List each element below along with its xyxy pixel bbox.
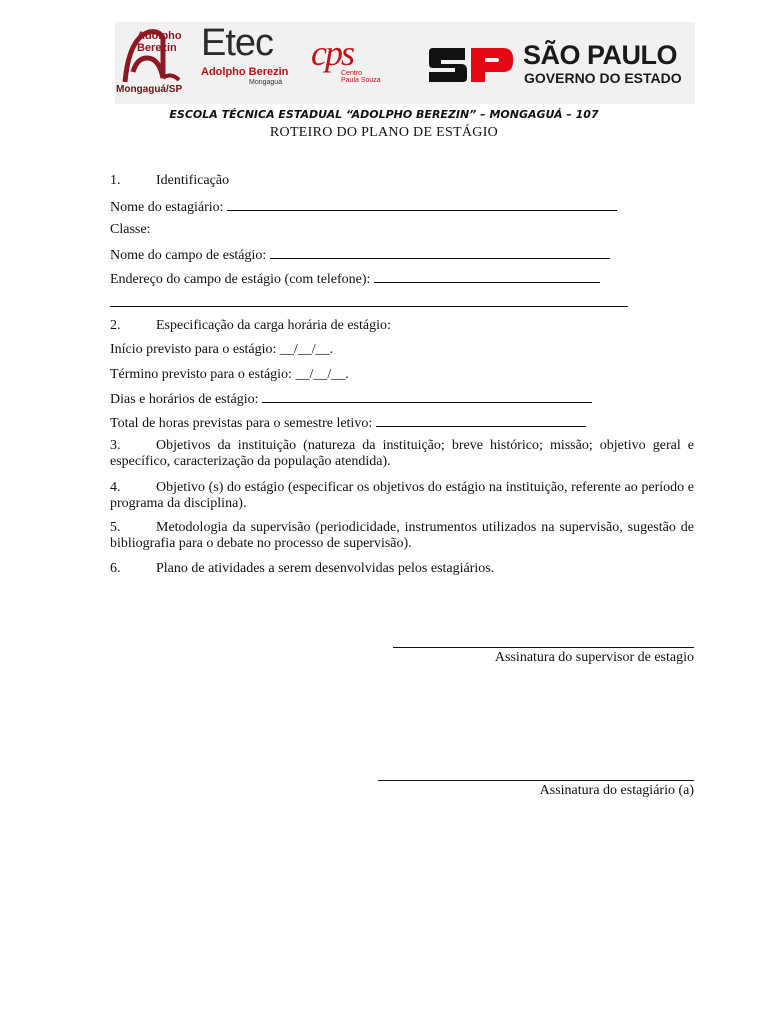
field-termino-label: Término previsto para o estágio: xyxy=(110,367,292,382)
adolpho-berezin-logo xyxy=(115,26,197,102)
etec-logo-name: Adolpho Berezin xyxy=(201,66,289,78)
cps-logo-line1: Centro xyxy=(341,70,363,77)
field-nome-campo xyxy=(110,246,610,264)
section-6-text: Plano de atividades a serem desenvolvidas pelos estagiários. xyxy=(156,561,495,576)
cps-logo-line2: Paula Souza xyxy=(341,77,381,84)
adolpho-logo-city: Mongaguá/SP xyxy=(116,84,183,95)
field-nome-estagiario-blank[interactable] xyxy=(227,198,617,211)
sao-paulo-government-logo xyxy=(427,42,689,86)
document-title: ROTEIRO DO PLANO DE ESTÁGIO xyxy=(269,125,499,140)
section-4-number: 4. xyxy=(110,480,121,495)
etec-logo xyxy=(201,22,301,100)
field-classe-label: Classe: xyxy=(110,222,151,237)
section-1-number: 1. xyxy=(110,173,121,188)
field-dias-blank[interactable] xyxy=(262,390,592,403)
header-logo-bar xyxy=(115,22,695,104)
field-classe xyxy=(110,222,150,238)
estagiario-signature-label: Assinatura do estagiário (a) xyxy=(539,783,694,798)
section-2-number: 2. xyxy=(110,318,121,333)
section-5 xyxy=(110,520,694,552)
section-5-text: Metodologia da supervisão (periodicidade, instrumentos utilizados na supervisão, sugestão de bibliografia para o debate no processo de supervisão). xyxy=(110,520,694,551)
cps-logo-word: cps xyxy=(311,33,353,73)
section-6-number: 6. xyxy=(110,561,121,576)
cps-logo-caption xyxy=(341,70,381,84)
etec-logo-city: Mongaguá xyxy=(249,79,283,86)
field-inicio-date[interactable]: __/__/__. xyxy=(279,342,334,357)
sp-logo-title: SÃO PAULO xyxy=(523,40,678,70)
adolpho-logo-line2: Berezin xyxy=(137,42,177,54)
section-3-text: Objetivos da instituição (natureza da instituição; breve histórico; missão; objetivo geral e específico, caracterização da população atendida). xyxy=(110,438,694,469)
adolpho-logo-line1: Adolpho xyxy=(137,30,182,42)
field-nome-estagiario xyxy=(110,198,617,216)
field-total xyxy=(110,414,586,432)
field-nome-estagiario-label: Nome do estagiário: xyxy=(110,200,224,215)
field-endereco-continuation xyxy=(110,294,628,312)
field-endereco xyxy=(110,270,600,288)
field-inicio xyxy=(110,342,333,358)
section-1-title: Identificação xyxy=(156,173,230,188)
section-5-number: 5. xyxy=(110,520,121,535)
field-endereco-label: Endereço do campo de estágio (com telefone): xyxy=(110,272,371,287)
sp-logo-subtitle: GOVERNO DO ESTADO xyxy=(524,70,682,86)
etec-logo-word: Etec xyxy=(201,22,274,64)
school-name: ESCOLA TÉCNICA ESTADUAL “ADOLPHO BEREZIN” – MONGAGUÁ – 107 xyxy=(169,108,599,121)
field-termino-date[interactable]: __/__/__. xyxy=(295,367,349,382)
field-endereco-blank-2[interactable] xyxy=(110,294,628,307)
section-2-title: Especificação da carga horária de estágio: xyxy=(156,318,391,333)
field-termino xyxy=(110,367,349,383)
estagiario-signature-line[interactable] xyxy=(378,780,694,781)
section-4-text: Objetivo (s) do estágio (especificar os objetivos do estágio na instituição, referente ao período e programa da disciplina). xyxy=(110,480,694,511)
field-nome-campo-label: Nome do campo de estágio: xyxy=(110,248,267,263)
field-total-label: Total de horas previstas para o semestre letivo: xyxy=(110,416,373,431)
cps-logo xyxy=(311,33,387,96)
field-dias xyxy=(110,390,592,408)
supervisor-signature-label: Assinatura do supervisor de estagio xyxy=(494,650,694,665)
section-3-number: 3. xyxy=(110,438,121,453)
section-4 xyxy=(110,480,694,512)
sp-emblem-icon xyxy=(427,46,515,84)
field-endereco-blank[interactable] xyxy=(374,270,600,283)
field-inicio-label: Início previsto para o estágio: xyxy=(110,342,277,357)
field-dias-label: Dias e horários de estágio: xyxy=(110,392,259,407)
field-total-blank[interactable] xyxy=(376,414,586,427)
section-3 xyxy=(110,438,694,470)
supervisor-signature-line[interactable] xyxy=(393,647,694,648)
field-nome-campo-blank[interactable] xyxy=(270,246,610,259)
